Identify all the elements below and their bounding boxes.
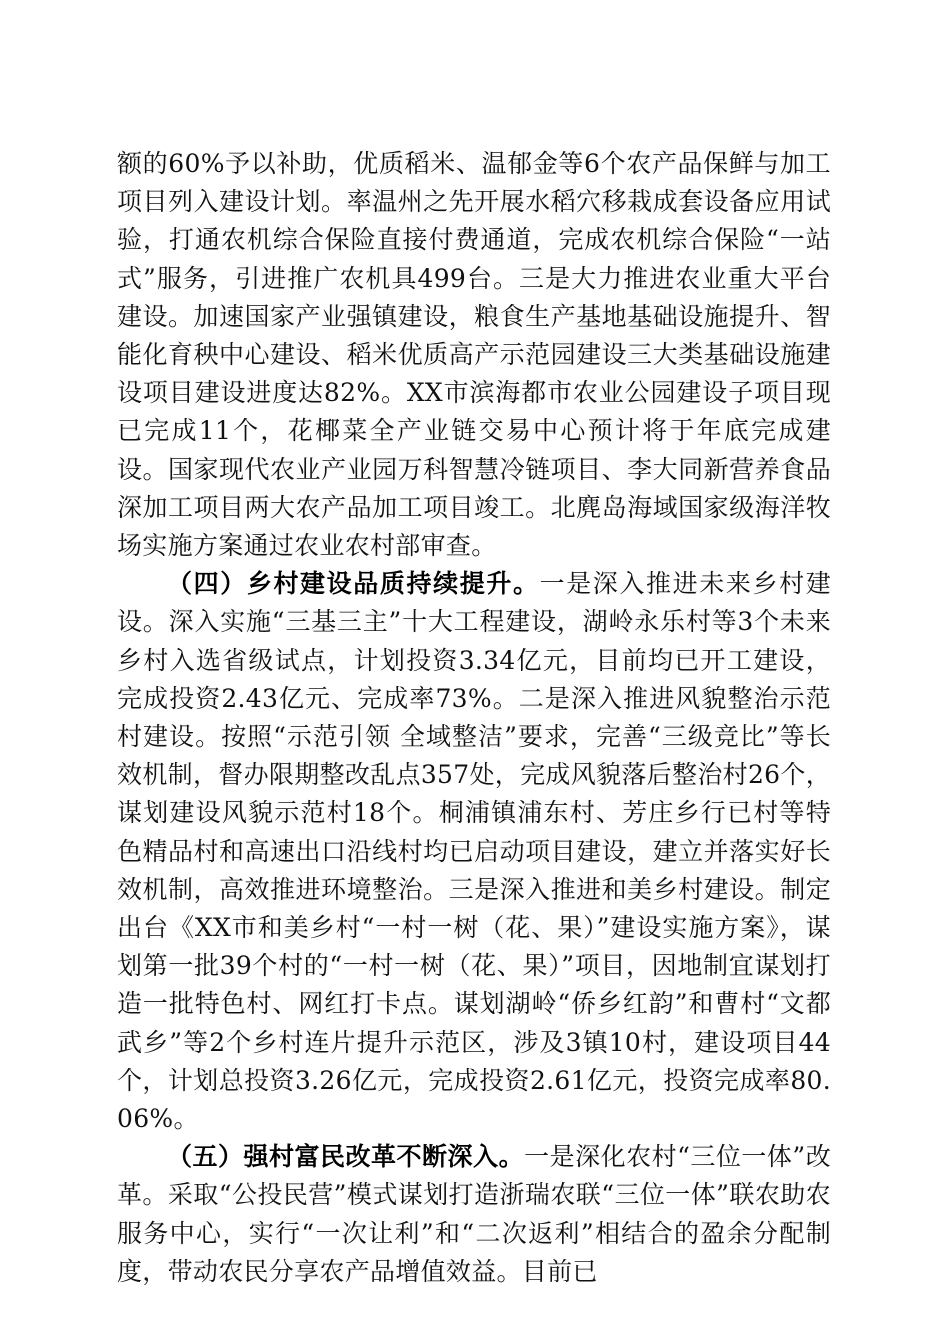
paragraph-2 xyxy=(117,565,831,1138)
paragraph-3 xyxy=(117,1138,831,1291)
section-heading-5: （五）强村富民改革不断深入。 xyxy=(167,1142,525,1172)
paragraph-2-text: 一是深入推进未来乡村建设。深入实施“三基三主”十大工程建设，湖岭永乐村等3个未来乡村入选省级试点，计划投资3.34亿元，目前均已开工建设，完成投资2.43亿元、完成率73%。二是深入推进风貌整治示范村建设。按照“示范引领 全域整洁”要求，完善“三级竞比”等长效机制，督办限期整改乱点357处，完成风貌落后整治村26个，谋划建设风貌示范村18个。桐浦镇浦东村、芳庄乡行已村等特色精品村和高速出口沿线村均已启动项目建设，建立并落实好长效机制，高效推进环境整治。三是深入推进和美乡村建设。制定出台《XX市和美乡村“一村一树（花、果）”建设实施方案》，谋划第一批39个村的“一村一树（花、果）”项目，因地制宜谋划打造一批特色村、网红打卡点。谋划湖岭“侨乡红韵”和曹村“文都武乡”等2个乡村连片提升示范区，涉及3镇10村，建设项目44个，计划总投资3.26亿元，完成投资2.61亿元，投资完成率80.06%。 xyxy=(117,569,831,1134)
paragraph-1-text: 额的60%予以补助，优质稻米、温郁金等6个农产品保鲜与加工项目列入建设计划。率温州之先开展水稻穴移栽成套设备应用试验，打通农机综合保险直接付费通道，完成农机综合保险“一站式”服务，引进推广农机具499台。三是大力推进农业重大平台建设。加速国家产业强镇建设，粮食生产基地基础设施提升、智能化育秧中心建设、稻米优质高产示范园建设三大类基础设施建设项目建设进度达82%。XX市滨海都市农业公园建设子项目现已完成11个，花椰菜全产业链交易中心预计将于年底完成建设。国家现代农业产业园万科智慧冷链项目、李大同新营养食品深加工项目两大农产品加工项目竣工。北麂岛海域国家级海洋牧场实施方案通过农业农村部审查。 xyxy=(117,149,831,561)
section-heading-4: （四）乡村建设品质持续提升。 xyxy=(167,569,540,599)
document-body xyxy=(117,145,831,1291)
paragraph-1 xyxy=(117,145,831,565)
paragraph-3-text: 一是深化农村“三位一体”改革。采取“公投民营”模式谋划打造浙瑞农联“三位一体”联农助农服务中心，实行“一次让利”和“二次返利”相结合的盈余分配制度，带动农民分享农产品增值效益。目前已 xyxy=(117,1142,831,1286)
